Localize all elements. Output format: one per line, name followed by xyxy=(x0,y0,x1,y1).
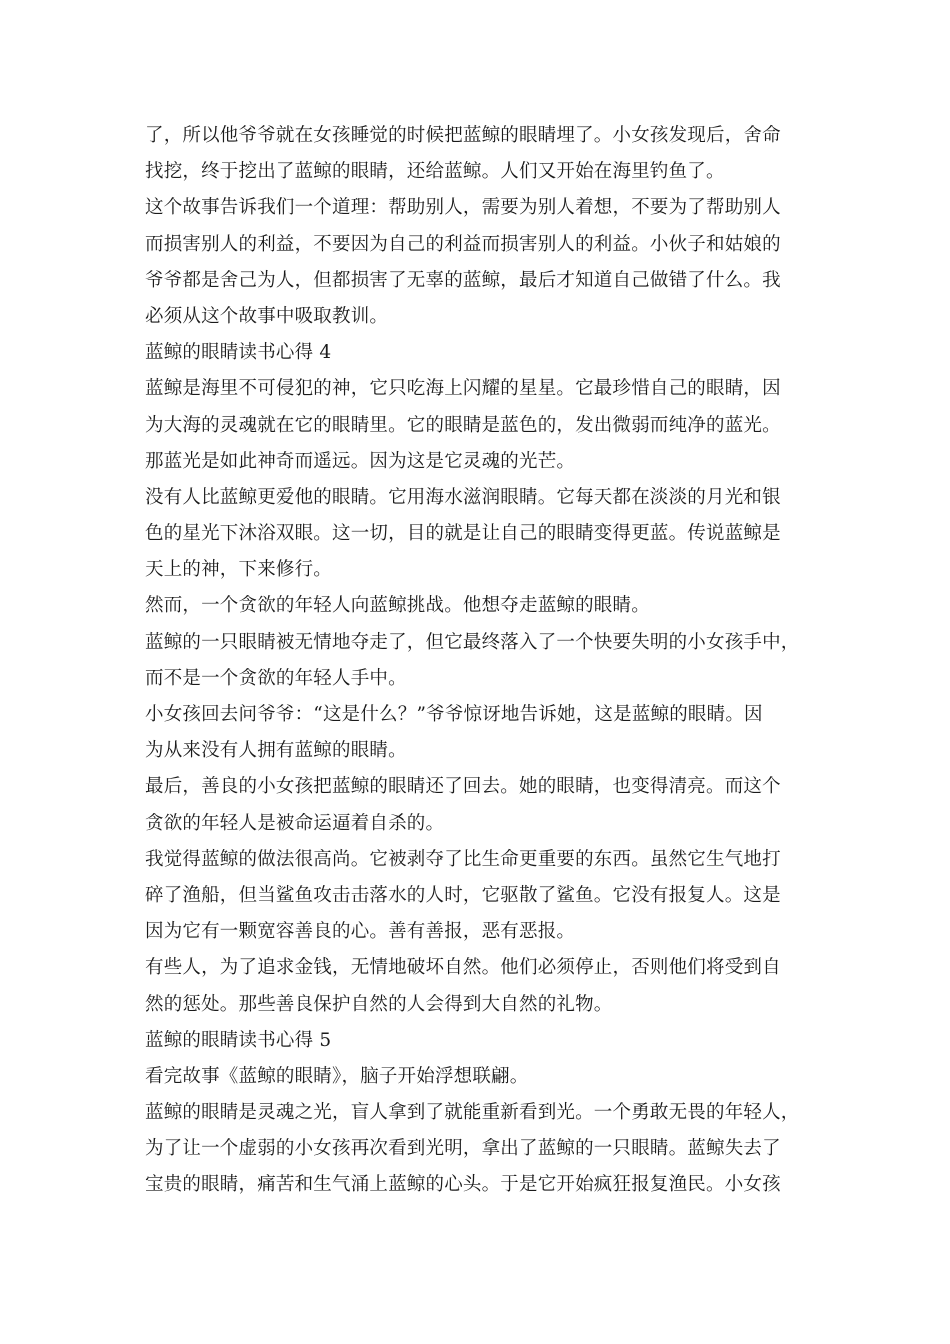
text-line: 因为它有一颗宽容善良的心。善有善报，恶有恶报。 xyxy=(145,921,576,943)
text-line: 然的惩处。那些善良保护自然的人会得到大自然的礼物。 xyxy=(145,993,613,1015)
text-line: 找挖，终于挖出了蓝鲸的眼睛，还给蓝鲸。人们又开始在海里钓鱼了。 xyxy=(145,161,725,183)
text-line: 这个故事告诉我们一个道理：帮助别人，需要为别人着想，不要为了帮助别人 xyxy=(145,197,781,219)
text-line: 看完故事《蓝鲸的眼睛》，脑子开始浮想联翩。 xyxy=(145,1065,529,1087)
text-line: 而不是一个贪欲的年轻人手中。 xyxy=(145,667,407,689)
document-body xyxy=(145,118,805,1204)
text-line: 色的星光下沐浴双眼。这一切，目的就是让自己的眼睛变得更蓝。传说蓝鲸是 xyxy=(145,523,781,545)
text-line: 天上的神，下来修行。 xyxy=(145,559,333,581)
text-line: 必须从这个故事中吸取教训。 xyxy=(145,305,389,327)
text-line: 蓝鲸的眼睛是灵魂之光，盲人拿到了就能重新看到光。一个勇敢无畏的年轻人， xyxy=(145,1102,800,1124)
section-heading: 蓝鲸的眼睛读书心得 4 xyxy=(145,342,332,364)
text-line: 蓝鲸是海里不可侵犯的神，它只吃海上闪耀的星星。它最珍惜自己的眼睛，因 xyxy=(145,378,781,400)
text-line: 贪欲的年轻人是被命运逼着自杀的。 xyxy=(145,812,445,834)
text-line: 而损害别人的利益，不要因为自己的利益而损害别人的利益。小伙子和姑娘的 xyxy=(145,233,781,255)
text-line: 碎了渔船，但当鲨鱼攻击击落水的人时，它驱散了鲨鱼。它没有报复人。这是 xyxy=(145,884,781,906)
text-line: 为从来没有人拥有蓝鲸的眼睛。 xyxy=(145,740,407,762)
text-line: 了，所以他爷爷就在女孩睡觉的时候把蓝鲸的眼睛埋了。小女孩发现后，舍命 xyxy=(145,125,781,146)
text-line: 那蓝光是如此神奇而遥远。因为这是它灵魂的光芒。 xyxy=(145,450,576,472)
text-line: 没有人比蓝鲸更爱他的眼睛。它用海水滋润眼睛。它每天都在淡淡的月光和银 xyxy=(145,486,781,508)
text-line: 为大海的灵魂就在它的眼睛里。它的眼睛是蓝色的，发出微弱而纯净的蓝光。 xyxy=(145,414,781,436)
text-line: 然而，一个贪欲的年轻人向蓝鲸挑战。他想夺走蓝鲸的眼睛。 xyxy=(145,595,650,617)
text-line: 蓝鲸的一只眼睛被无情地夺走了，但它最终落入了一个快要失明的小女孩手中， xyxy=(145,631,800,653)
text-line: 最后，善良的小女孩把蓝鲸的眼睛还了回去。她的眼睛，也变得清亮。而这个 xyxy=(145,776,781,798)
text-line: 为了让一个虚弱的小女孩再次看到光明，拿出了蓝鲸的一只眼睛。蓝鲸失去了 xyxy=(145,1138,781,1160)
text-line: 小女孩回去问爷爷：“这是什么？”爷爷惊讶地告诉她，这是蓝鲸的眼睛。因 xyxy=(145,704,763,725)
text-line: 有些人，为了追求金钱，无情地破坏自然。他们必须停止，否则他们将受到自 xyxy=(145,957,781,979)
text-line: 爷爷都是舍己为人，但都损害了无辜的蓝鲸，最后才知道自己做错了什么。我 xyxy=(145,269,781,291)
text-line: 宝贵的眼睛，痛苦和生气涌上蓝鲸的心头。于是它开始疯狂报复渔民。小女孩 xyxy=(145,1174,781,1196)
section-heading: 蓝鲸的眼睛读书心得 5 xyxy=(145,1029,332,1051)
text-line: 我觉得蓝鲸的做法很高尚。它被剥夺了比生命更重要的东西。虽然它生气地打 xyxy=(145,848,781,870)
